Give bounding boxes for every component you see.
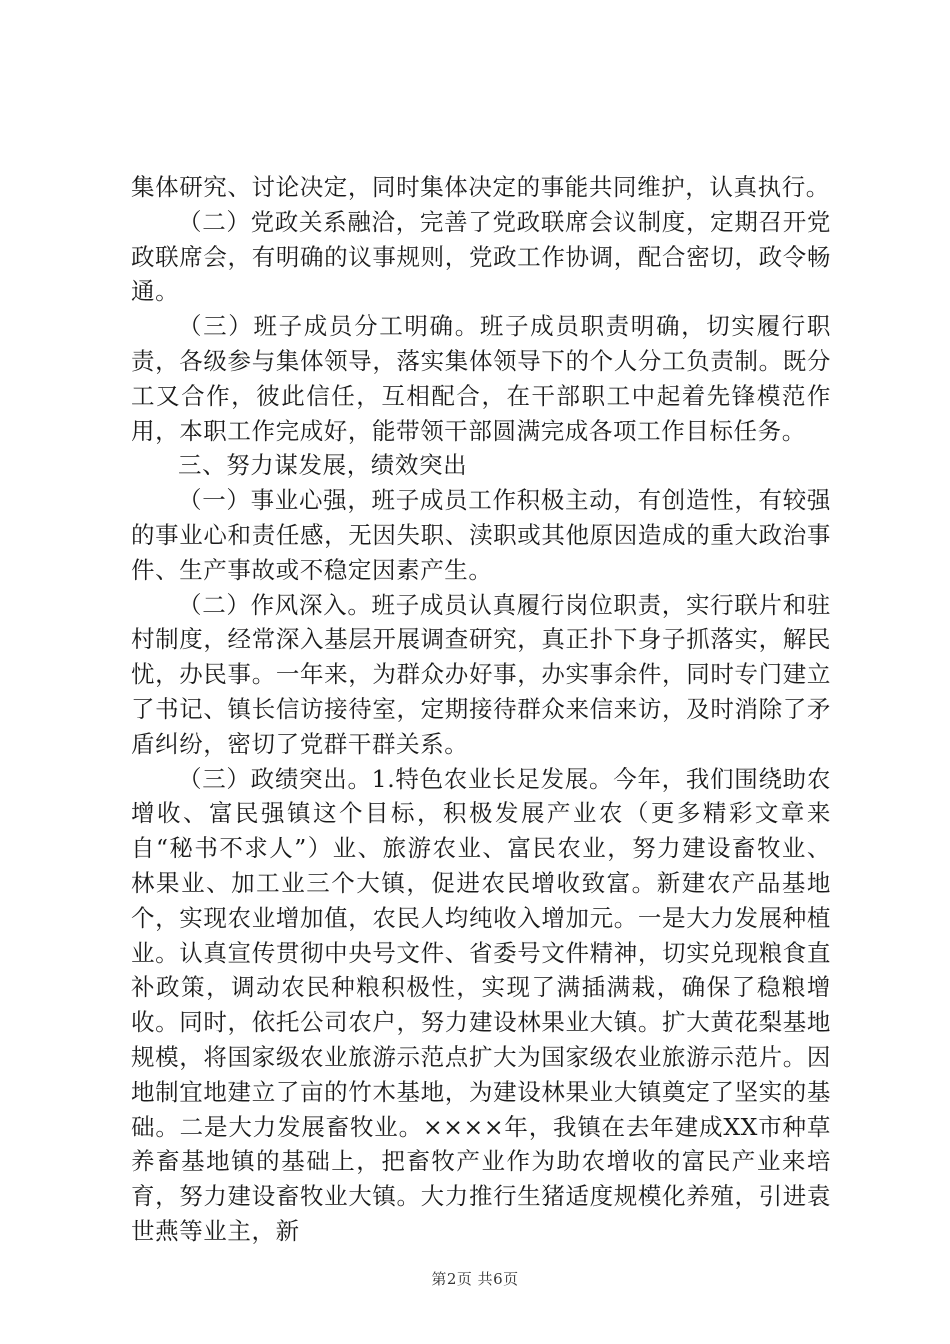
paragraph-work-style: （二）作风深入。班子成员认真履行岗位职责，实行联片和驻村制度，经常深入基层开展调查研究，真正扑下身子抓落实，解民忧，办民事。一年来，为群众办好事，办实事余件，同时专门建立了书记、镇长信访接待室，定期接待群众来信来访，及时消除了矛盾纠纷，密切了党群干群关系。 xyxy=(131,590,831,758)
paragraph-dedication: （一）事业心强，班子成员工作积极主动，有创造性，有较强的事业心和责任感，无因失职、渎职或其他原因造成的重大政治事件、生产事故或不稳定因素产生。 xyxy=(131,486,831,584)
paragraph-party-government-relations: （二）党政关系融洽，完善了党政联席会议制度，定期召开党政联席会，有明确的议事规则，党政工作协调，配合密切，政令畅通。 xyxy=(131,207,831,306)
section-heading-development: 三、努力谋发展，绩效突出 xyxy=(178,451,468,480)
paragraph-division-of-labor: （三）班子成员分工明确。班子成员职责明确，切实履行职责，各级参与集体领导，落实集体领导下的个人分工负责制。既分工又合作，彼此信任，互相配合，在干部职工中起着先锋模范作用，本职工作完成好，能带领干部圆满完成各项工作目标任务。 xyxy=(131,312,831,445)
page-number-footer: 第2页 共6页 xyxy=(431,1270,519,1288)
document-body xyxy=(131,170,831,1249)
paragraph-achievements: （三）政绩突出。1.特色农业长足发展。今年，我们围绕助农增收、富民强镇这个目标，积极发展产业农（更多精彩文章来自“秘书不求人”）业、旅游农业、富民农业，努力建设畜牧业、林果业、加工业三个大镇，促进农民增收致富。新建农产品基地个，实现农业增加值，农民人均纯收入增加元。一是大力发展种植业。认真宣传贯彻中央号文件、省委号文件精神，切实兑现粮食直补政策，调动农民种粮积极性，实现了满插满栽，确保了稳粮增收。同时，依托公司农户，努力建设林果业大镇。扩大黄花梨基地规模，将国家级农业旅游示范点扩大为国家级农业旅游示范片。因地制宜地建立了亩的竹木基地，为建设林果业大镇奠定了坚实的基础。二是大力发展畜牧业。××××年，我镇在去年建成XX市种草养畜基地镇的基础上，把畜牧产业作为助农增收的富民产业来培育，努力建设畜牧业大镇。大力推行生猪适度规模化养殖，引进袁世燕等业主，新 xyxy=(131,764,831,1245)
paragraph-continuation: 集体研究、讨论决定，同时集体决定的事能共同维护，认真执行。 xyxy=(131,173,830,201)
